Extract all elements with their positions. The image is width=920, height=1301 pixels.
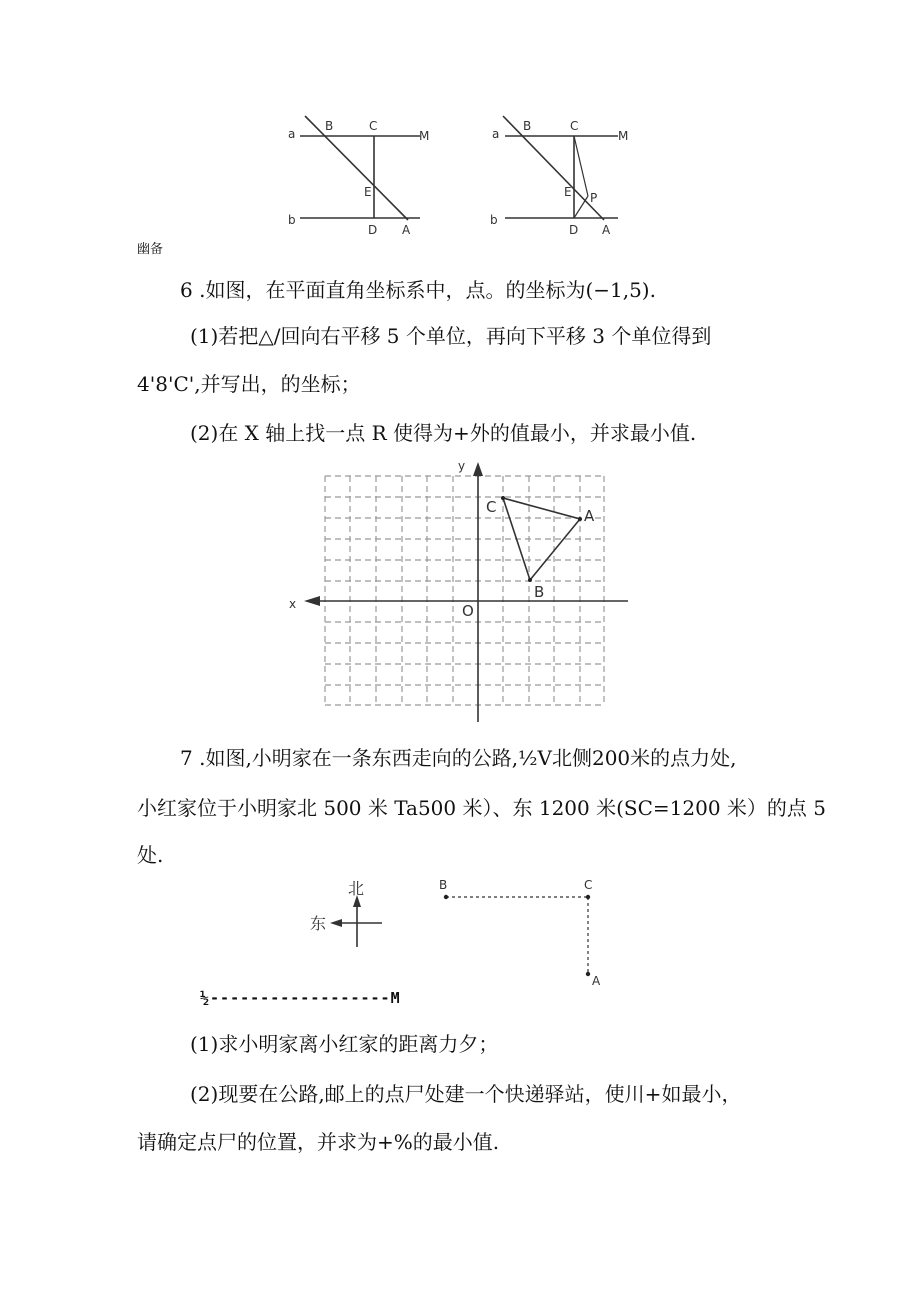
left-label-E: E [364,185,372,199]
right-label-b: b [490,213,498,227]
q7-part1: (1)求小明家离小红家的距离力夕； [190,1032,499,1056]
figure-caption: 幽备 [137,242,164,257]
left-label-D: D [368,223,378,237]
right-label-B: B [523,119,532,133]
compass [310,879,382,947]
y-axis-label: y [458,459,466,473]
q6-part1-line2: 4'8'C',并写出，的坐标； [137,372,361,396]
left-label-C: C [369,119,378,133]
path-bca [439,878,601,988]
q6-part2: (2)在 X 轴上找一点 R 使得为+外的值最小，并求最小值. [190,421,697,445]
left-label-A: A [402,223,411,237]
q6-intro: 6 .如图，在平面直角坐标系中，点。的坐标为(−1,5). [180,278,656,302]
point-c-label: C [486,498,497,516]
right-label-a: a [492,127,500,141]
right-label-D: D [569,223,579,237]
point-b-label: B [534,583,545,601]
road-label-c: C [584,878,593,892]
road-label-a: A [592,974,601,988]
road-label-b: B [439,878,448,892]
left-label-B: B [325,119,334,133]
right-label-A: A [602,223,611,237]
q7-line3: 处. [137,843,164,867]
right-label-M: M [618,129,629,143]
point-a-label: A [584,507,595,525]
east-label: 东 [310,914,327,933]
north-label: 北 [348,879,365,898]
left-label-b: b [288,213,296,227]
x-axis-label: x [289,597,297,611]
road-line: ½------------------M [200,989,401,1007]
left-label-a: a [288,127,296,141]
q6-part1-line1: (1)若把△/回向右平移 5 个单位，再向下平移 3 个单位得到 [190,324,712,348]
q7-line2: 小红家位于小明家北 500 米 Ta500 米）、东 1200 米(SC=1200 米）的点 5 [137,796,827,820]
origin-label: O [462,602,474,620]
q7-part2-line2: 请确定点尸的位置，并求为+%的最小值. [137,1130,500,1154]
q7-part2-line1: (2)现要在公路,邮上的点尸处建一个快递驿站，使川+如最小， [190,1082,742,1106]
right-label-C: C [570,119,579,133]
right-label-P: P [590,191,598,205]
right-label-E: E [564,185,572,199]
left-label-M: M [419,129,430,143]
q7-line1: 7 .如图,小明家在一条东西走向的公路,½V北侧200米的点力处, [180,746,737,770]
